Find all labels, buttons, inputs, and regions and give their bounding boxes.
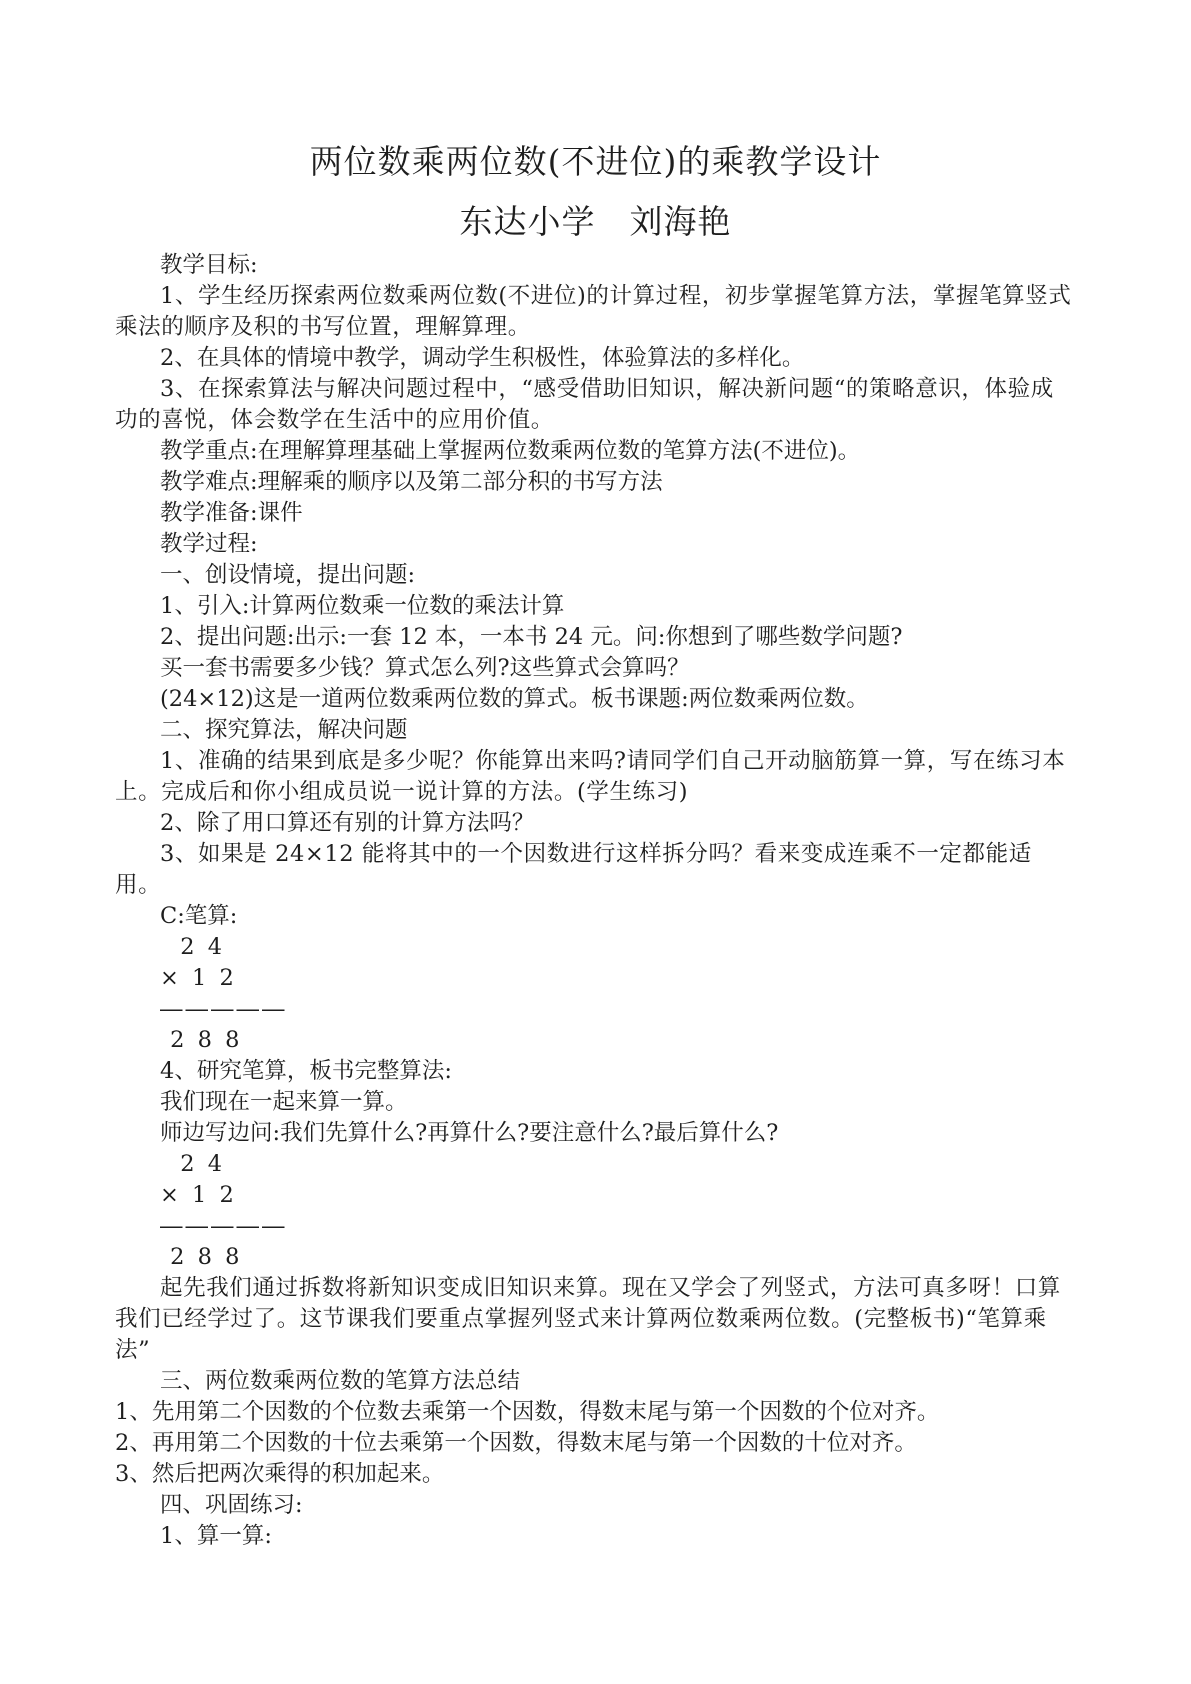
paragraph: 教学目标: [160,252,258,278]
calc-line: 2 8 8 [160,1244,243,1270]
paragraph: 二、探究算法，解决问题 [160,717,408,743]
paragraph: 3、然后把两次乘得的积加起来。 [115,1461,445,1487]
vertical-calculation-1 [115,932,1075,1056]
paragraph: (24×12)这是一道两位数乘两位数的算式。板书课题:两位数乘两位数。 [160,686,869,712]
paragraph: 2、除了用口算还有别的计算方法吗？ [160,810,535,836]
author-line: 东达小学 刘海艳 [459,202,732,241]
paragraph: 我们现在一起来算一算。 [160,1089,408,1115]
paragraph: 教学过程: [160,531,258,557]
calc-line: ――――― [160,996,288,1022]
paragraph: 1、算一算: [160,1523,272,1549]
paragraph: 教学难点:理解乘的顺序以及第二部分积的书写方法 [160,469,663,495]
paragraph: 3、在探索算法与解决问题过程中，“感受借助旧知识，解决新问题“的策略意识，体验成功的喜悦，体会数学在生活中的应用价值。 [115,376,1054,433]
paragraph: 教学准备:课件 [160,500,303,526]
calc-line: 2 8 8 [160,1027,243,1053]
calc-line: × 1 2 [160,965,237,991]
calc-line: 2 4 [160,934,226,960]
document-title: 两位数乘两位数(不进位)的乘教学设计 [309,142,882,181]
paragraph: 1、先用第二个因数的个位数去乘第一个因数，得数末尾与第一个因数的个位对齐。 [115,1399,940,1425]
paragraph: 3、如果是 24×12 能将其中的一个因数进行这样拆分吗？看来变成连乘不一定都能适用。 [115,841,1032,898]
paragraph: 1、引入:计算两位数乘一位数的乘法计算 [160,593,565,619]
paragraph: 4、研究笔算，板书完整算法: [160,1058,452,1084]
paragraph: 一、创设情境，提出问题: [160,562,416,588]
paragraph: 1、准确的结果到底是多少呢？你能算出来吗?请同学们自己开动脑筋算一算，写在练习本上。完成后和你小组成员说一说计算的方法。(学生练习) [115,748,1066,805]
calc-line: ――――― [160,1213,288,1239]
paragraph: 2、再用第二个因数的十位去乘第一个因数，得数末尾与第一个因数的十位对齐。 [115,1430,917,1456]
vertical-calculation-2 [115,1149,1075,1273]
paragraph: 师边写边问:我们先算什么?再算什么?要注意什么?最后算什么? [160,1120,779,1146]
paragraph: 买一套书需要多少钱？算式怎么列?这些算式会算吗？ [160,655,690,681]
calc-line: × 1 2 [160,1182,237,1208]
paragraph: 四、巩固练习: [160,1492,303,1518]
paragraph: C:笔算: [160,903,238,929]
paragraph: 教学重点:在理解算理基础上掌握两位数乘两位数的笔算方法(不进位)。 [160,438,861,464]
paragraph: 2、在具体的情境中教学，调动学生积极性，体验算法的多样化。 [160,345,805,371]
paragraph: 起先我们通过拆数将新知识变成旧知识来算。现在又学会了列竖式，方法可真多呀！口算我们已经学过了。这节课我们要重点掌握列竖式来计算两位数乘两位数。(完整板书)“笔算乘法” [115,1275,1061,1363]
paragraph: 2、提出问题:出示:一套 12 本，一本书 24 元。问:你想到了哪些数学问题? [160,624,903,650]
calc-line: 2 4 [160,1151,226,1177]
document-body [115,250,1075,1552]
paragraph: 1、学生经历探索两位数乘两位数(不进位)的计算过程，初步掌握笔算方法，掌握笔算竖式乘法的顺序及积的书写位置，理解算理。 [115,283,1072,340]
paragraph: 三、两位数乘两位数的笔算方法总结 [160,1368,521,1394]
